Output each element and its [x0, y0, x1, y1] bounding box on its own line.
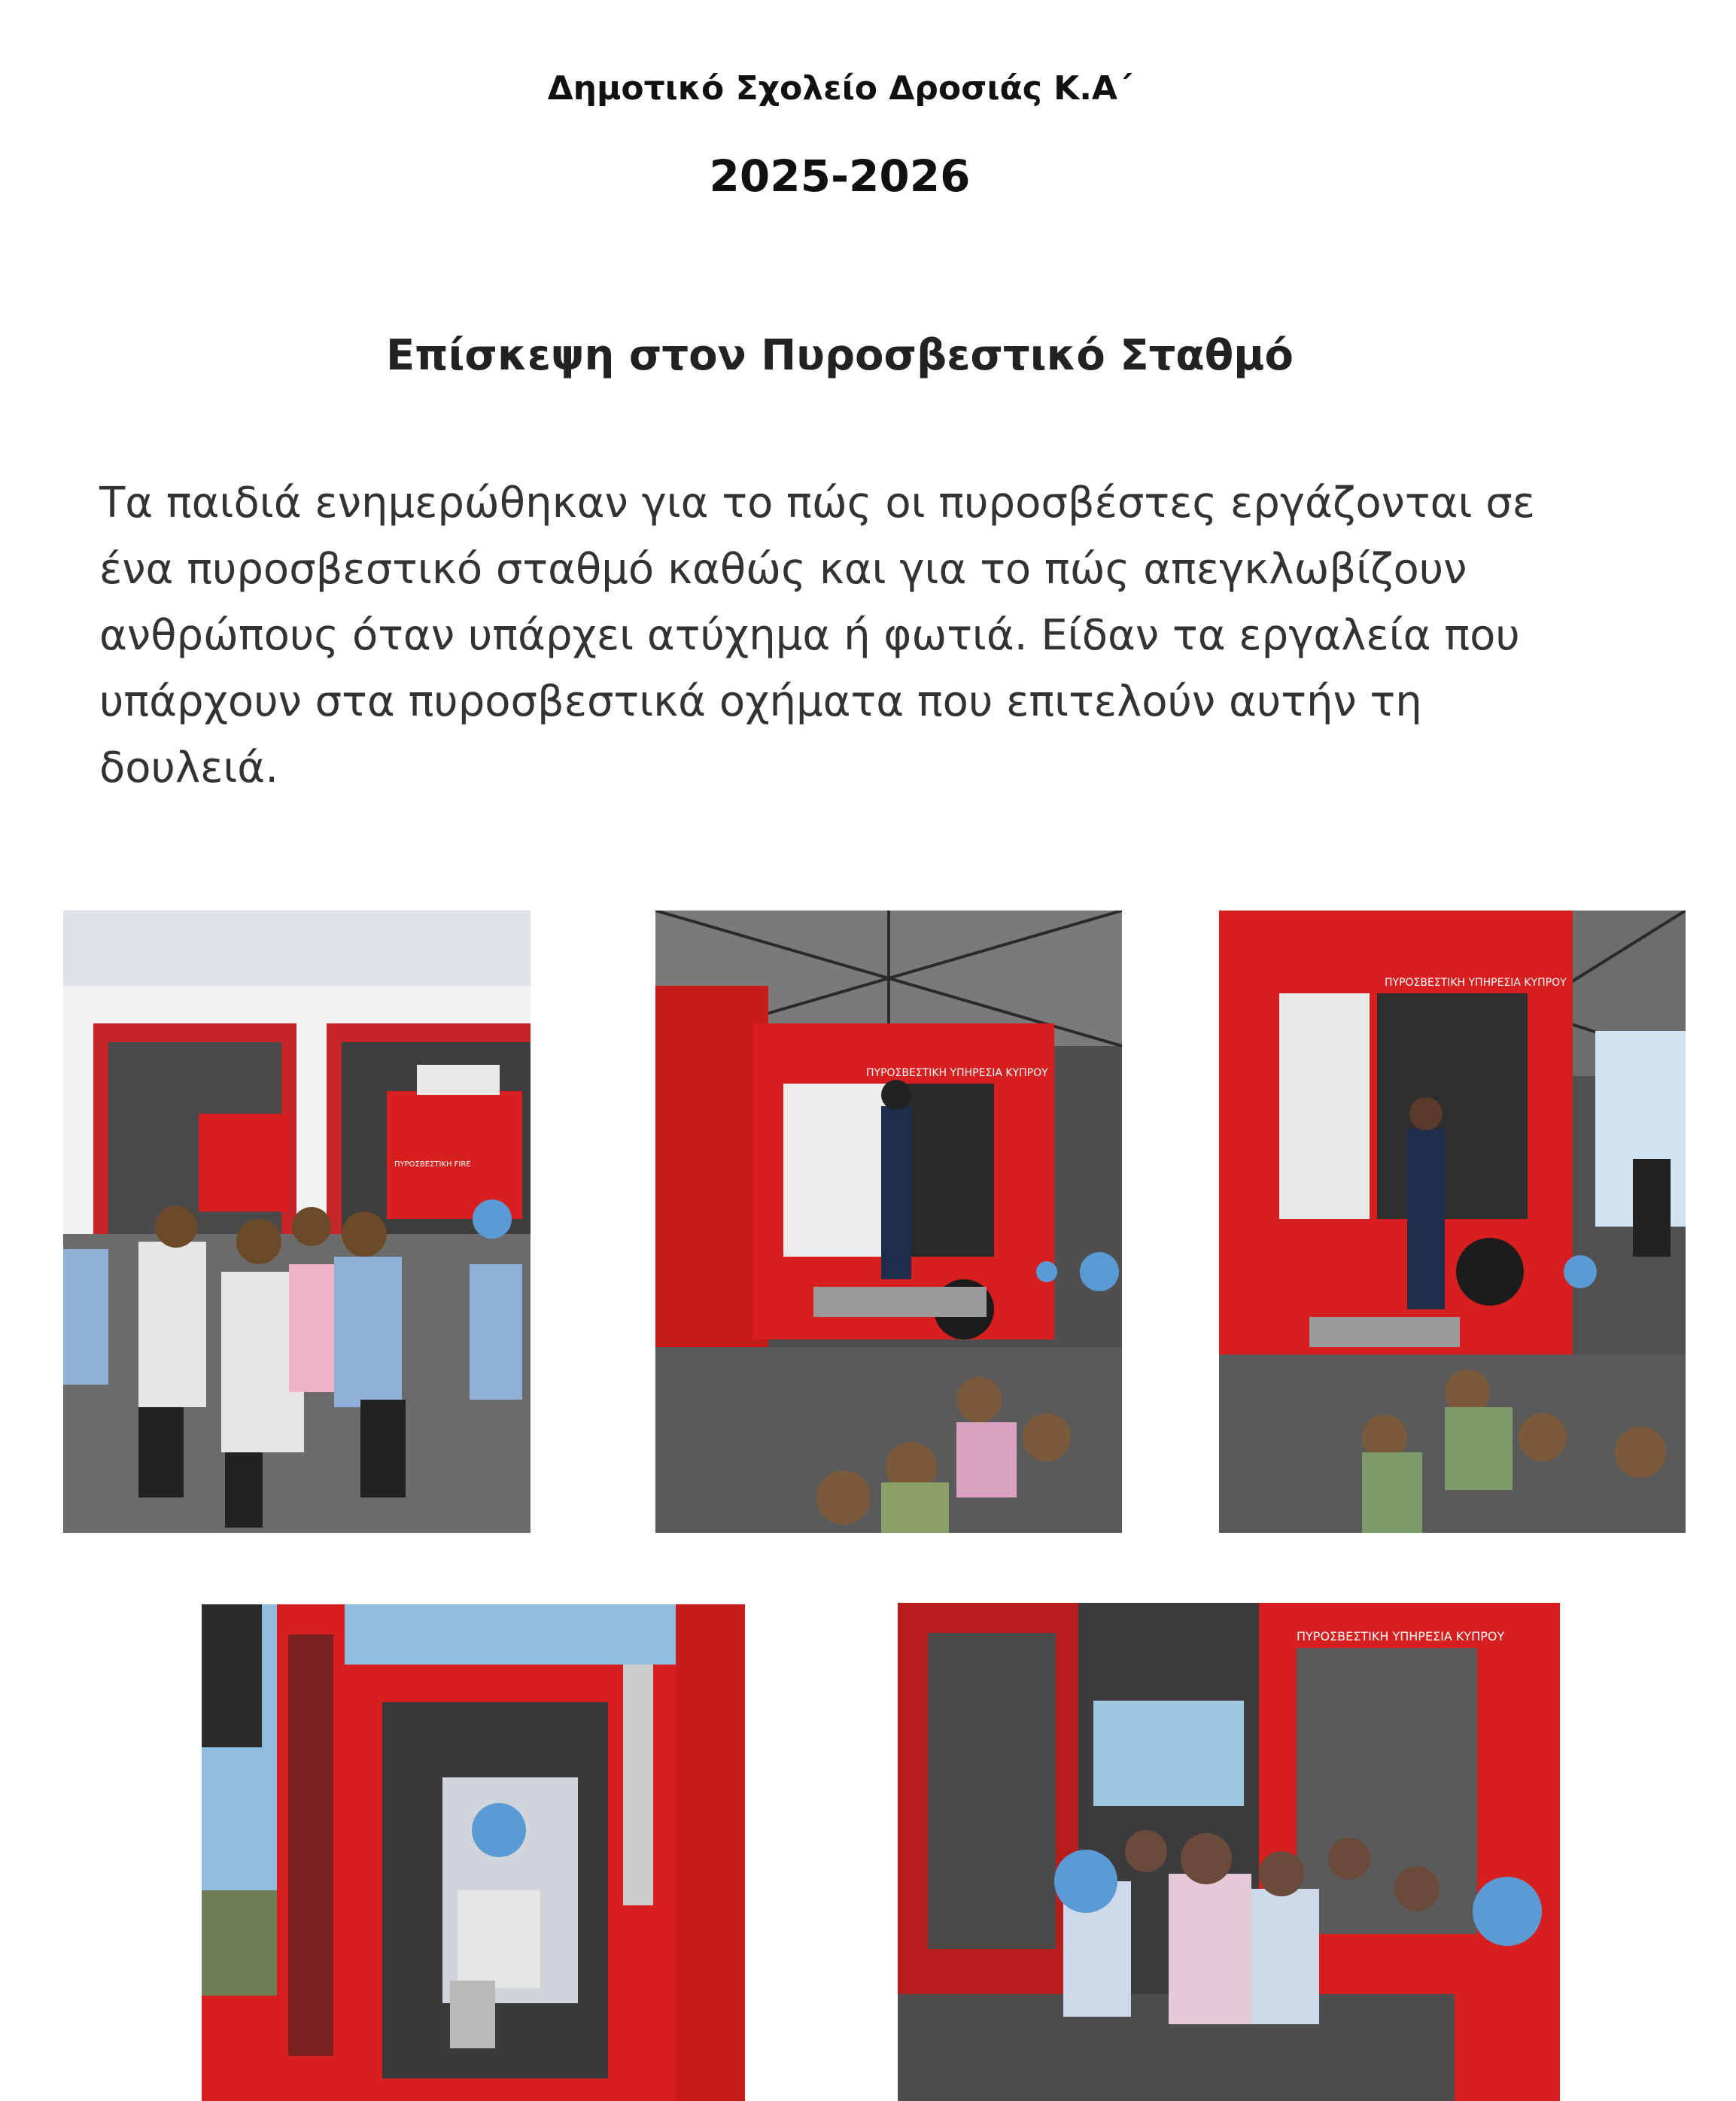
truck-lettering: ΠΥΡΟΣΒΕΣΤΙΚΗ ΥΠΗΡΕΣΙΑ ΚΥΠΡΟΥ — [1385, 977, 1567, 989]
page-title: Επίσκεψη στον Πυροσβεστικό Σταθμό — [386, 331, 1294, 380]
truck-lettering: ΠΥΡΟΣΒΕΣΤΙΚΗ ΥΠΗΡΕΣΙΑ ΚΥΠΡΟΥ — [1297, 1629, 1505, 1643]
photo-firefighter-showing-equipment — [655, 911, 1122, 1533]
school-name: Δημοτικό Σχολείο Δροσιάς Κ.Α΄ — [547, 69, 1133, 108]
photo-child-in-truck-cab — [202, 1604, 745, 2101]
photo-firefighter-beside-truck — [1219, 911, 1686, 1533]
school-year: 2025-2026 — [709, 151, 971, 202]
truck-lettering: ΠΥΡΟΣΒΕΣΤΙΚΗ FIRE — [394, 1160, 471, 1169]
article-body: Τα παιδιά ενημερώθηκαν για το πώς οι πυροσβέστες εργάζονται σε ένα πυροσβεστικό σταθμό καθώς και για το πώς απεγκλωβίζουν ανθρώπους όταν υπάρχει ατύχημα ή φωτιά. Είδαν τα εργαλεία που υπάρχουν στα πυροσβεστικά οχήματα που επιτελούν αυτήν τη δουλειά. — [99, 479, 1536, 792]
photo-students-outside-fire-station — [63, 911, 531, 1533]
photo-children-between-trucks — [898, 1603, 1560, 2101]
truck-lettering: ΠΥΡΟΣΒΕΣΤΙΚΗ ΥΠΗΡΕΣΙΑ ΚΥΠΡΟΥ — [866, 1067, 1048, 1079]
